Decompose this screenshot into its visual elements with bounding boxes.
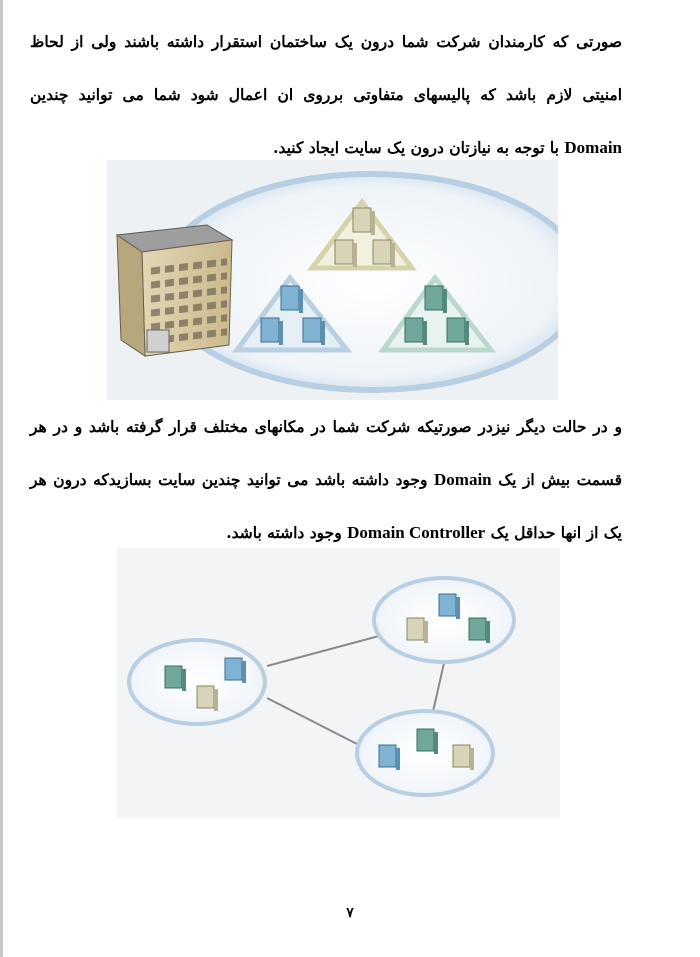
site-link [267,636,379,666]
server-icon [407,618,428,643]
server-icon [225,658,246,683]
paragraph-1-text-b: با توجه به نیازتان درون یک سایت ایجاد کنید. [273,138,559,157]
server-icon [353,208,375,235]
paragraph-2-text-b: وجود داشته باشد می توانید چندین سایت بسازیدکه درون هر یک از انها حداقل یک [30,470,622,542]
paragraph-1 [30,15,622,174]
server-icon [303,318,325,345]
server-icon [469,618,490,643]
paragraph-2 [30,400,622,559]
page-number: ۷ [346,905,354,921]
server-icon [281,286,303,313]
server-icon [425,286,447,313]
site-link [267,698,357,744]
site-ellipse-top-right [374,578,514,662]
server-icon [405,318,427,345]
server-icon [335,240,357,267]
site-link [432,663,444,716]
page-edge [0,0,3,957]
server-icon [379,745,400,770]
paragraph-2-text-a: و در حالت دیگر نیزدر صورتیکه شرکت شما در مکانهای مختلف قرار گرفته باشد و در هر قسمت بیش از یک [30,417,622,489]
paragraph-2-term-domain: Domain [434,470,492,489]
server-icon [373,240,395,267]
server-icon [417,729,438,754]
figure-multiple-sites [117,548,560,818]
paragraph-2-term-dc: Domain Controller [347,523,486,542]
paragraph-1-term: Domain [564,138,622,157]
server-icon [447,318,469,345]
server-icon [261,318,283,345]
server-icon [439,594,460,619]
paragraph-1-text-a: صورتی که کارمندان شرکت شما درون یک ساختمان استقرار داشته باشند ولی از لحاظ امنیتی لازم باشد که پالیسهای متفاوتی برروی ان اعمال شود شما می توانید چندین [30,32,622,104]
server-icon [165,666,186,691]
office-building-icon [117,225,232,356]
figure-domains-single-site [107,160,558,400]
paragraph-2-text-c: وجود داشته باشد. [226,523,342,542]
server-icon [453,745,474,770]
server-icon [197,686,218,711]
